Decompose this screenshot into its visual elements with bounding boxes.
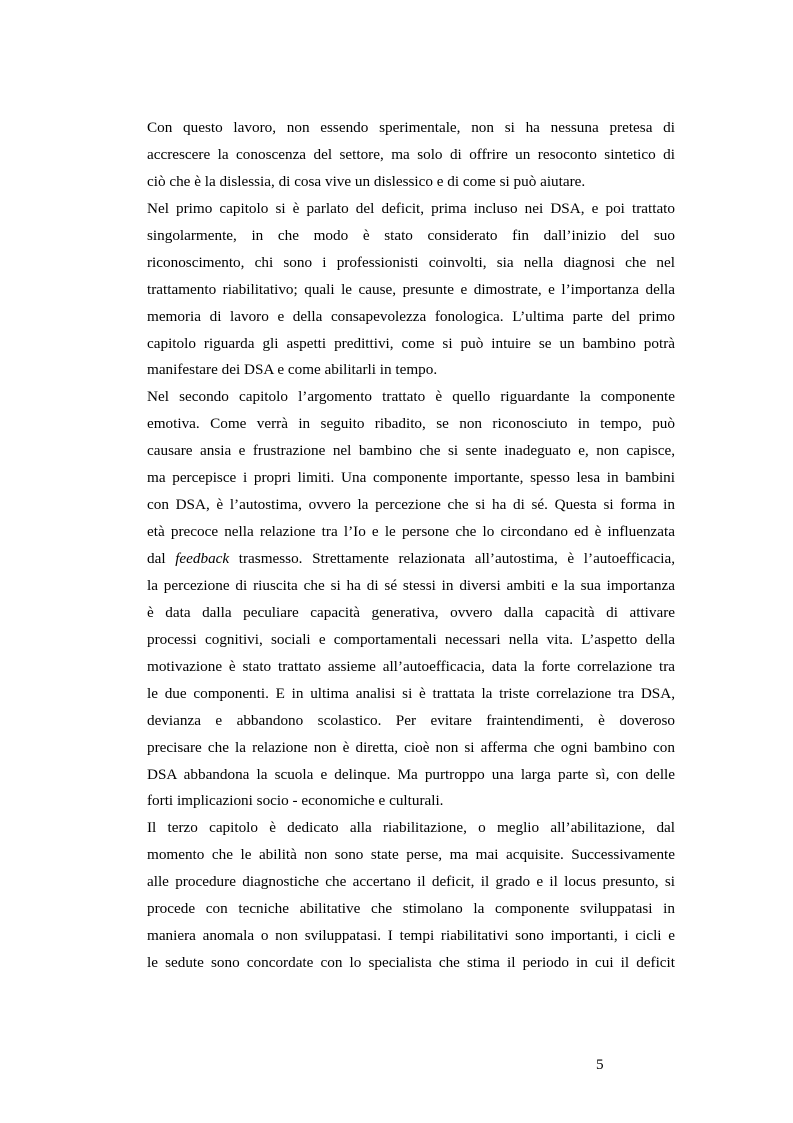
text-line: manifestare dei DSA e come abilitarli in tempo. [147,361,438,379]
text-line: processi cognitivi, sociali e comportamentali necessari nella vita. L’aspetto della [147,630,675,648]
text-line: memoria di lavoro e della consapevolezza fonologica. L’ultima parte del primo [147,307,675,325]
text-line: Con questo lavoro, non essendo sperimentale, non si ha nessuna pretesa di [147,119,675,136]
body-text [147,115,675,977]
text-line [147,546,675,573]
text-line: maniera anomala o non sviluppatasi. I tempi riabilitativi sono importanti, i cicli e [147,927,675,945]
italic-term: feedback [175,550,230,567]
text-line: Nel secondo capitolo l’argomento trattato è quello riguardante la componente [147,388,675,406]
text-line: DSA abbandona la scuola e delinque. Ma purtroppo una larga parte sì, con delle [147,765,675,783]
text-line: devianza e abbandono scolastico. Per evitare fraintendimenti, è doveroso [147,711,675,729]
text-line: motivazione è stato trattato assieme all’autoefficacia, data la forte correlazione tra [147,657,675,675]
text-line: forti implicazioni socio - economiche e culturali. [147,792,444,810]
text-line: momento che le abilità non sono state perse, ma mai acquisite. Successivamente [147,846,675,864]
text-line: procede con tecniche abilitative che stimolano la componente sviluppatasi in [147,900,675,918]
text-line: precisare che la relazione non è diretta, cioè non si afferma che ogni bambino con [147,738,675,756]
text-line: accrescere la conoscenza del settore, ma solo di offrire un resoconto sintetico di [147,145,675,163]
text-line: le sedute sono concordate con lo specialista che stima il periodo in cui il deficit [147,954,675,972]
text-line: età precoce nella relazione tra l’Io e le persone che lo circondano ed è influenzata [147,523,675,541]
text-line: la percezione di riuscita che si ha di sé stessi in diversi ambiti e la sua importanza [147,576,675,594]
text-line: Il terzo capitolo è dedicato alla riabilitazione, o meglio all’abilitazione, dal [147,819,675,837]
page-number: 5 [596,1056,604,1073]
text-line: singolarmente, in che modo è stato considerato fin dall’inizio del suo [147,226,675,244]
text-line: riconoscimento, chi sono i professionisti coinvolti, sia nella diagnosi che nel [147,253,675,271]
text-line: alle procedure diagnostiche che accertano il deficit, il grado e il locus presunto, si [147,873,675,891]
text-line: causare ansia e frustrazione nel bambino che si sente inadeguato e, non capisce, [147,442,675,460]
text-line: Nel primo capitolo si è parlato del deficit, prima incluso nei DSA, e poi trattato [147,199,675,217]
text-line: ciò che è la dislessia, di cosa vive un dislessico e di come si può aiutare. [147,172,586,190]
text-segment: trasmesso. Strettamente relazionata all’autostima, è l’autoefficacia, [229,550,675,567]
text-segment: dal [147,550,176,567]
text-line: le due componenti. E in ultima analisi si è trattata la triste correlazione tra DSA, [147,684,675,702]
text-line: trattamento riabilitativo; quali le cause, presunte e dimostrate, e l’importanza della [147,280,675,298]
text-line: è data dalla peculiare capacità generativa, ovvero dalla capacità di attivare [147,603,675,621]
text-line: con DSA, è l’autostima, ovvero la percezione che si ha di sé. Questa si forma in [147,496,675,514]
text-line: emotiva. Come verrà in seguito ribadito, se non riconosciuto in tempo, può [147,415,675,433]
text-line: capitolo riguarda gli aspetti predittivi, come si può intuire se un bambino potrà [147,334,675,352]
text-line: ma percepisce i propri limiti. Una componente importante, spesso lesa in bambini [147,469,675,487]
